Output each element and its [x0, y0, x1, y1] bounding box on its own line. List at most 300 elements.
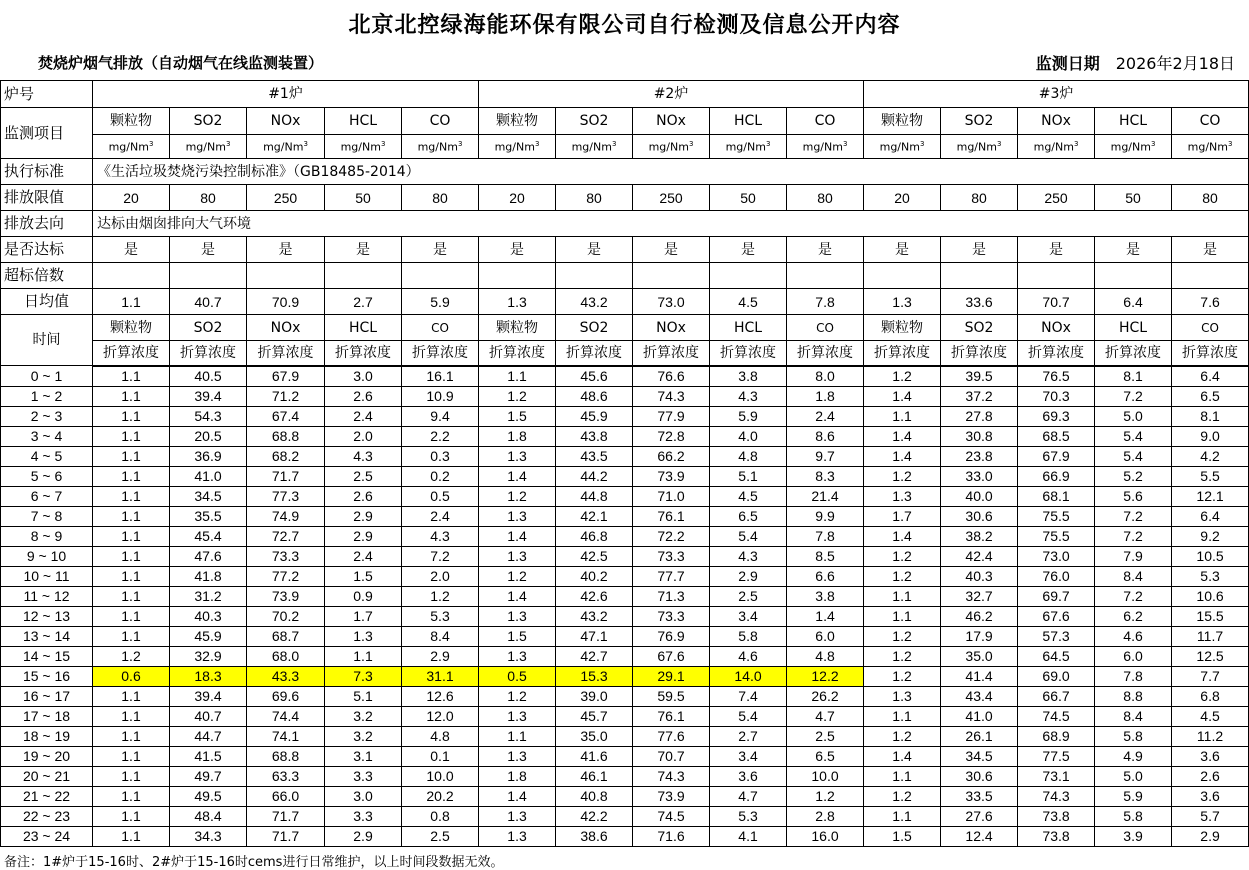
daily-cell: 33.6 — [941, 289, 1018, 315]
unit-text: mg/Nm — [417, 140, 458, 154]
value-cell: 1.3 — [864, 486, 941, 506]
conc-label-cell: 折算浓度 — [556, 341, 633, 366]
value-cell: 1.3 — [479, 606, 556, 626]
value-cell: 5.3 — [1172, 566, 1249, 586]
exceed-cell — [787, 263, 864, 289]
unit-text: mg/Nm — [725, 140, 766, 154]
value-cell: 21.4 — [787, 486, 864, 506]
unit-sup: 3 — [148, 139, 154, 148]
value-cell: 38.2 — [941, 526, 1018, 546]
pollutant-header: HCL — [325, 315, 402, 341]
value-cell: 39.0 — [556, 686, 633, 706]
value-cell: 0.2 — [402, 466, 479, 486]
table-row — [1, 526, 1249, 546]
value-cell: 76.5 — [1018, 366, 1095, 387]
pollutant-header: CO — [402, 108, 479, 135]
value-cell: 43.8 — [556, 426, 633, 446]
value-cell: 1.1 — [93, 506, 170, 526]
compliant-cell: 是 — [941, 237, 1018, 263]
value-cell: 5.9 — [1095, 786, 1172, 806]
value-cell: 5.7 — [1172, 806, 1249, 826]
unit-cell — [247, 135, 325, 159]
value-cell: 7.2 — [1095, 526, 1172, 546]
value-cell: 70.3 — [1018, 386, 1095, 406]
value-cell: 1.4 — [864, 426, 941, 446]
exceed-cell — [1018, 263, 1095, 289]
value-cell: 68.8 — [247, 426, 325, 446]
value-cell: 71.7 — [247, 826, 325, 846]
value-cell: 31.2 — [170, 586, 247, 606]
compliant-cell: 是 — [247, 237, 325, 263]
value-cell: 3.6 — [1172, 746, 1249, 766]
value-cell: 26.1 — [941, 726, 1018, 746]
value-cell: 67.9 — [1018, 446, 1095, 466]
row-header-item: 监测项目 — [1, 108, 93, 159]
value-cell: 11.2 — [1172, 726, 1249, 746]
time-cell: 14 ~ 15 — [1, 646, 93, 666]
value-cell: 4.8 — [710, 446, 787, 466]
daily-cell: 43.2 — [556, 289, 633, 315]
value-cell: 31.1 — [402, 666, 479, 686]
value-cell: 2.6 — [1172, 766, 1249, 786]
table-row — [1, 386, 1249, 406]
value-cell: 5.3 — [402, 606, 479, 626]
value-cell: 9.4 — [402, 406, 479, 426]
value-cell: 43.5 — [556, 446, 633, 466]
value-cell: 3.6 — [710, 766, 787, 786]
value-cell: 5.4 — [710, 706, 787, 726]
value-cell: 40.5 — [170, 366, 247, 387]
value-cell: 0.6 — [93, 666, 170, 686]
value-cell: 5.6 — [1095, 486, 1172, 506]
value-cell: 5.4 — [1095, 446, 1172, 466]
value-cell: 44.7 — [170, 726, 247, 746]
pollutant-header: SO2 — [556, 108, 633, 135]
value-cell: 1.2 — [402, 586, 479, 606]
value-cell: 3.3 — [325, 806, 402, 826]
value-cell: 48.4 — [170, 806, 247, 826]
value-cell: 5.4 — [1095, 426, 1172, 446]
value-cell: 74.1 — [247, 726, 325, 746]
time-cell: 4 ~ 5 — [1, 446, 93, 466]
value-cell: 12.2 — [787, 666, 864, 686]
value-cell: 39.5 — [941, 366, 1018, 387]
exceed-cell — [633, 263, 710, 289]
value-cell: 2.6 — [325, 486, 402, 506]
value-cell: 8.4 — [402, 626, 479, 646]
value-cell: 11.7 — [1172, 626, 1249, 646]
value-cell: 68.5 — [1018, 426, 1095, 446]
value-cell: 17.9 — [941, 626, 1018, 646]
conc-label-cell: 折算浓度 — [1018, 341, 1095, 366]
pollutant-header: CO — [1172, 108, 1249, 135]
limit-cell: 250 — [1018, 185, 1095, 211]
value-cell: 1.2 — [864, 566, 941, 586]
value-cell: 1.1 — [93, 706, 170, 726]
pollutant-header: CO — [787, 108, 864, 135]
value-cell: 34.3 — [170, 826, 247, 846]
unit-cell — [170, 135, 247, 159]
value-cell: 4.3 — [325, 446, 402, 466]
value-cell: 1.1 — [864, 766, 941, 786]
value-cell: 1.3 — [479, 546, 556, 566]
daily-cell: 70.9 — [247, 289, 325, 315]
value-cell: 38.6 — [556, 826, 633, 846]
value-cell: 40.2 — [556, 566, 633, 586]
daily-cell: 6.4 — [1095, 289, 1172, 315]
time-cell: 20 ~ 21 — [1, 766, 93, 786]
time-cell: 17 ~ 18 — [1, 706, 93, 726]
value-cell: 3.4 — [710, 746, 787, 766]
daily-cell: 7.8 — [787, 289, 864, 315]
value-cell: 7.2 — [1095, 586, 1172, 606]
value-cell: 1.3 — [479, 826, 556, 846]
value-cell: 35.0 — [556, 726, 633, 746]
date-label: 监测日期 — [1035, 54, 1100, 73]
pollutant-header: NOx — [633, 315, 710, 341]
conc-label-cell: 折算浓度 — [402, 341, 479, 366]
value-cell: 30.6 — [941, 506, 1018, 526]
value-cell: 40.7 — [170, 706, 247, 726]
table-row — [1, 263, 1249, 289]
value-cell: 76.0 — [1018, 566, 1095, 586]
value-cell: 71.7 — [247, 806, 325, 826]
value-cell: 1.1 — [479, 726, 556, 746]
compliant-cell: 是 — [1095, 237, 1172, 263]
pollutant-header: SO2 — [556, 315, 633, 341]
row-header-direction: 排放去向 — [1, 211, 93, 237]
unit-sup: 3 — [688, 139, 694, 148]
value-cell: 1.1 — [93, 806, 170, 826]
pollutant-header: 颗粒物 — [479, 108, 556, 135]
value-cell: 1.2 — [864, 646, 941, 666]
value-cell: 1.4 — [479, 466, 556, 486]
value-cell: 1.1 — [93, 726, 170, 746]
value-cell: 1.2 — [864, 666, 941, 686]
conc-label-cell: 折算浓度 — [941, 341, 1018, 366]
row-header-limit: 排放限值 — [1, 185, 93, 211]
value-cell: 73.3 — [633, 546, 710, 566]
value-cell: 4.3 — [710, 386, 787, 406]
value-cell: 71.2 — [247, 386, 325, 406]
unit-text: mg/Nm — [108, 140, 149, 154]
value-cell: 1.1 — [93, 386, 170, 406]
exceed-cell — [170, 263, 247, 289]
pollutant-header: SO2 — [941, 108, 1018, 135]
value-cell: 32.7 — [941, 586, 1018, 606]
table-row — [1, 726, 1249, 746]
value-cell: 6.6 — [787, 566, 864, 586]
value-cell: 43.4 — [941, 686, 1018, 706]
value-cell: 68.1 — [1018, 486, 1095, 506]
table-row — [1, 666, 1249, 686]
value-cell: 27.8 — [941, 406, 1018, 426]
value-cell: 15.5 — [1172, 606, 1249, 626]
value-cell: 8.4 — [1095, 706, 1172, 726]
limit-cell: 50 — [1095, 185, 1172, 211]
daily-cell: 73.0 — [633, 289, 710, 315]
value-cell: 66.0 — [247, 786, 325, 806]
value-cell: 1.1 — [93, 446, 170, 466]
unit-text: mg/Nm — [648, 140, 689, 154]
value-cell: 74.4 — [247, 706, 325, 726]
pollutant-header: CO — [1172, 315, 1249, 341]
value-cell: 1.1 — [93, 766, 170, 786]
value-cell: 1.7 — [325, 606, 402, 626]
value-cell: 1.2 — [479, 486, 556, 506]
table-row — [1, 746, 1249, 766]
value-cell: 1.2 — [864, 546, 941, 566]
daily-cell: 7.6 — [1172, 289, 1249, 315]
value-cell: 1.3 — [479, 746, 556, 766]
value-cell: 2.0 — [402, 566, 479, 586]
value-cell: 6.0 — [1095, 646, 1172, 666]
pollutant-header: HCL — [325, 108, 402, 135]
value-cell: 46.2 — [941, 606, 1018, 626]
time-cell: 22 ~ 23 — [1, 806, 93, 826]
value-cell: 4.0 — [710, 426, 787, 446]
value-cell: 37.2 — [941, 386, 1018, 406]
value-cell: 1.1 — [93, 826, 170, 846]
value-cell: 12.0 — [402, 706, 479, 726]
table-row — [1, 211, 1249, 237]
limit-cell: 80 — [1172, 185, 1249, 211]
value-cell: 40.0 — [941, 486, 1018, 506]
value-cell: 74.9 — [247, 506, 325, 526]
value-cell: 4.6 — [710, 646, 787, 666]
table-row — [1, 806, 1249, 826]
value-cell: 23.8 — [941, 446, 1018, 466]
time-cell: 1 ~ 2 — [1, 386, 93, 406]
value-cell: 4.9 — [1095, 746, 1172, 766]
value-cell: 5.2 — [1095, 466, 1172, 486]
value-cell: 39.4 — [170, 686, 247, 706]
pollutant-header: 颗粒物 — [479, 315, 556, 341]
value-cell: 1.4 — [787, 606, 864, 626]
value-cell: 1.1 — [93, 406, 170, 426]
value-cell: 8.6 — [787, 426, 864, 446]
unit-text: mg/Nm — [494, 140, 535, 154]
compliant-cell: 是 — [787, 237, 864, 263]
table-row — [1, 341, 1249, 366]
pollutant-header: NOx — [247, 108, 325, 135]
value-cell: 40.3 — [170, 606, 247, 626]
table-row — [1, 546, 1249, 566]
time-cell: 2 ~ 3 — [1, 406, 93, 426]
value-cell: 1.2 — [864, 626, 941, 646]
value-cell: 2.4 — [402, 506, 479, 526]
value-cell: 76.9 — [633, 626, 710, 646]
unit-sup: 3 — [380, 139, 386, 148]
value-cell: 1.1 — [864, 606, 941, 626]
value-cell: 1.1 — [93, 546, 170, 566]
value-cell: 42.4 — [941, 546, 1018, 566]
unit-cell — [402, 135, 479, 159]
value-cell: 10.0 — [402, 766, 479, 786]
value-cell: 74.3 — [633, 386, 710, 406]
value-cell: 1.4 — [864, 746, 941, 766]
value-cell: 5.8 — [710, 626, 787, 646]
value-cell: 39.4 — [170, 386, 247, 406]
value-cell: 1.2 — [479, 686, 556, 706]
value-cell: 18.3 — [170, 666, 247, 686]
value-cell: 27.6 — [941, 806, 1018, 826]
daily-cell: 1.3 — [864, 289, 941, 315]
conc-label-cell: 折算浓度 — [1095, 341, 1172, 366]
value-cell: 77.3 — [247, 486, 325, 506]
value-cell: 14.0 — [710, 666, 787, 686]
value-cell: 3.2 — [325, 726, 402, 746]
time-cell: 9 ~ 10 — [1, 546, 93, 566]
exceed-cell — [556, 263, 633, 289]
value-cell: 1.2 — [787, 786, 864, 806]
value-cell: 1.3 — [325, 626, 402, 646]
value-cell: 7.2 — [1095, 506, 1172, 526]
table-row — [1, 646, 1249, 666]
time-cell: 5 ~ 6 — [1, 466, 93, 486]
value-cell: 40.3 — [941, 566, 1018, 586]
value-cell: 47.6 — [170, 546, 247, 566]
value-cell: 67.4 — [247, 406, 325, 426]
value-cell: 4.8 — [787, 646, 864, 666]
conc-label-cell: 折算浓度 — [864, 341, 941, 366]
unit-cell — [1172, 135, 1249, 159]
value-cell: 4.3 — [710, 546, 787, 566]
value-cell: 2.5 — [787, 726, 864, 746]
value-cell: 1.1 — [864, 406, 941, 426]
value-cell: 29.1 — [633, 666, 710, 686]
value-cell: 1.3 — [479, 706, 556, 726]
conc-label-cell: 折算浓度 — [325, 341, 402, 366]
value-cell: 36.9 — [170, 446, 247, 466]
table-row — [1, 315, 1249, 341]
value-cell: 1.1 — [93, 686, 170, 706]
furnace-header: #2炉 — [479, 81, 864, 108]
value-cell: 5.9 — [710, 406, 787, 426]
time-cell: 19 ~ 20 — [1, 746, 93, 766]
value-cell: 10.5 — [1172, 546, 1249, 566]
value-cell: 69.0 — [1018, 666, 1095, 686]
value-cell: 5.1 — [710, 466, 787, 486]
value-cell: 74.5 — [633, 806, 710, 826]
conc-label-cell: 折算浓度 — [1172, 341, 1249, 366]
limit-cell: 80 — [402, 185, 479, 211]
table-row — [1, 706, 1249, 726]
value-cell: 1.1 — [93, 366, 170, 387]
row-header-exceed: 超标倍数 — [1, 263, 93, 289]
exceed-cell — [402, 263, 479, 289]
value-cell: 1.4 — [479, 526, 556, 546]
value-cell: 2.5 — [710, 586, 787, 606]
value-cell: 69.6 — [247, 686, 325, 706]
pollutant-header: NOx — [633, 108, 710, 135]
value-cell: 41.0 — [941, 706, 1018, 726]
daily-cell: 1.1 — [93, 289, 170, 315]
value-cell: 42.2 — [556, 806, 633, 826]
value-cell: 3.8 — [787, 586, 864, 606]
conc-label-cell: 折算浓度 — [787, 341, 864, 366]
value-cell: 68.8 — [247, 746, 325, 766]
value-cell: 1.8 — [787, 386, 864, 406]
compliant-cell: 是 — [479, 237, 556, 263]
value-cell: 76.6 — [633, 366, 710, 387]
value-cell: 6.0 — [787, 626, 864, 646]
unit-sup: 3 — [225, 139, 231, 148]
value-cell: 43.3 — [247, 666, 325, 686]
exceed-cell — [941, 263, 1018, 289]
value-cell: 75.5 — [1018, 526, 1095, 546]
value-cell: 69.7 — [1018, 586, 1095, 606]
value-cell: 1.3 — [479, 646, 556, 666]
emission-table — [0, 80, 1249, 847]
value-cell: 5.0 — [1095, 766, 1172, 786]
value-cell: 0.9 — [325, 586, 402, 606]
value-cell: 42.5 — [556, 546, 633, 566]
footnote: 备注：1#炉于15-16时、2#炉于15-16时cems进行日常维护，以上时间段数据无效。 — [4, 855, 504, 870]
limit-cell: 20 — [479, 185, 556, 211]
value-cell: 5.3 — [710, 806, 787, 826]
value-cell: 4.6 — [1095, 626, 1172, 646]
daily-cell: 40.7 — [170, 289, 247, 315]
exceed-cell — [247, 263, 325, 289]
value-cell: 1.1 — [93, 526, 170, 546]
value-cell: 71.6 — [633, 826, 710, 846]
value-cell: 2.9 — [402, 646, 479, 666]
pollutant-header: NOx — [1018, 108, 1095, 135]
value-cell: 76.1 — [633, 506, 710, 526]
unit-text: mg/Nm — [340, 140, 381, 154]
time-cell: 10 ~ 11 — [1, 566, 93, 586]
value-cell: 1.3 — [479, 806, 556, 826]
value-cell: 0.5 — [479, 666, 556, 686]
value-cell: 2.4 — [325, 406, 402, 426]
compliant-cell: 是 — [710, 237, 787, 263]
conc-label-cell: 折算浓度 — [247, 341, 325, 366]
conc-label-cell: 折算浓度 — [710, 341, 787, 366]
value-cell: 68.7 — [247, 626, 325, 646]
pollutant-header: CO — [402, 315, 479, 341]
value-cell: 1.1 — [93, 626, 170, 646]
value-cell: 8.1 — [1172, 406, 1249, 426]
value-cell: 73.3 — [247, 546, 325, 566]
row-header-furnace: 炉号 — [1, 81, 93, 108]
unit-sup: 3 — [303, 139, 308, 148]
value-cell: 77.9 — [633, 406, 710, 426]
unit-sup: 3 — [919, 139, 925, 148]
value-cell: 64.5 — [1018, 646, 1095, 666]
value-cell: 73.9 — [247, 586, 325, 606]
value-cell: 57.3 — [1018, 626, 1095, 646]
compliant-cell: 是 — [864, 237, 941, 263]
exceed-cell — [325, 263, 402, 289]
table-row — [1, 766, 1249, 786]
time-cell: 8 ~ 9 — [1, 526, 93, 546]
value-cell: 7.2 — [1095, 386, 1172, 406]
value-cell: 1.4 — [864, 446, 941, 466]
value-cell: 2.9 — [325, 826, 402, 846]
conc-label-cell: 折算浓度 — [633, 341, 710, 366]
row-header-compliant: 是否达标 — [1, 237, 93, 263]
value-cell: 20.5 — [170, 426, 247, 446]
table-row — [1, 366, 1249, 387]
value-cell: 67.6 — [633, 646, 710, 666]
value-cell: 72.2 — [633, 526, 710, 546]
pollutant-header: 颗粒物 — [93, 108, 170, 135]
value-cell: 3.9 — [1095, 826, 1172, 846]
value-cell: 9.7 — [787, 446, 864, 466]
table-row — [1, 406, 1249, 426]
conc-label-cell: 折算浓度 — [170, 341, 247, 366]
